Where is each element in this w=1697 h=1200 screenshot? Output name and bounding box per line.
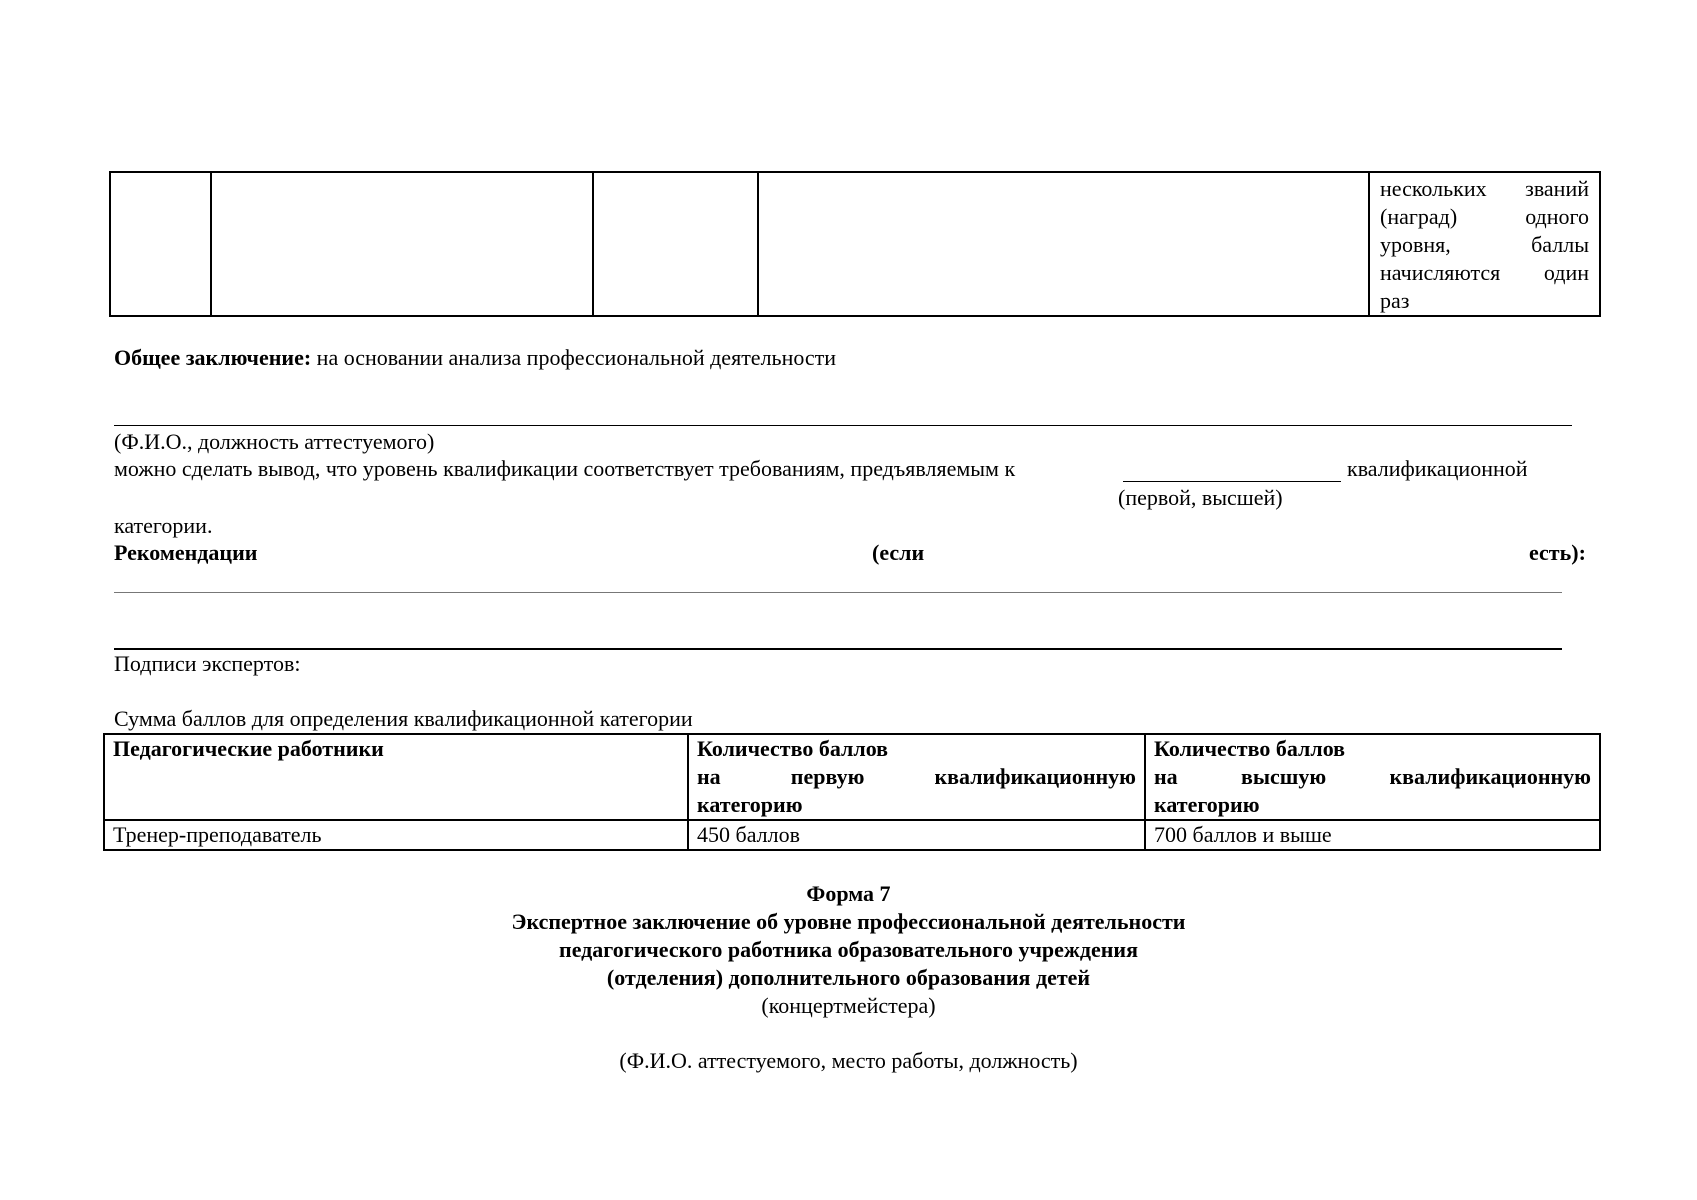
form-fio-caption: (Ф.И.О. аттестуемого, место работы, должность)	[619, 1048, 1078, 1073]
score-table-caption: Сумма баллов для определения квалификационной категории	[114, 706, 693, 731]
table-cell-note	[1369, 172, 1600, 316]
qualification-word: квалификационной	[1347, 456, 1528, 481]
header-highest-line2	[1154, 763, 1591, 791]
note-word: раз	[1380, 288, 1410, 313]
recommendations-word: есть):	[1529, 540, 1586, 565]
recommendations-line	[114, 592, 1562, 593]
table-row	[110, 172, 1600, 316]
cell-highest-category: 700 баллов и выше	[1145, 820, 1600, 850]
general-conclusion	[114, 344, 836, 372]
table-header-row	[104, 734, 1600, 820]
header-word: квалификационную	[1389, 764, 1591, 789]
table-cell	[211, 172, 593, 316]
note-word: нескольких	[1380, 176, 1487, 201]
recommendations-label: Рекомендации	[114, 540, 258, 565]
form-title-line: (отделения) дополнительного образования детей	[606, 965, 1091, 990]
criteria-table-continuation	[109, 171, 1601, 317]
note-line	[1380, 287, 1589, 315]
signatures-label: Подписи экспертов:	[114, 651, 301, 676]
table-cell	[758, 172, 1369, 316]
form-subtitle: (концертмейстера)	[761, 993, 936, 1018]
table-row	[104, 820, 1600, 850]
header-word: первую	[790, 764, 865, 789]
fio-underline	[114, 425, 1572, 426]
table-header-cell	[104, 734, 688, 820]
form-title-line: Экспертное заключение об уровне профессиональной деятельности	[511, 909, 1186, 934]
note-word: начисляются	[1380, 260, 1501, 285]
table-cell	[110, 172, 211, 316]
table-header-cell	[1145, 734, 1600, 820]
cell-role: Тренер-преподаватель	[104, 820, 688, 850]
form-number: Форма 7	[806, 881, 891, 906]
header-highest-line1: Количество баллов	[1154, 736, 1346, 761]
note-line	[1380, 203, 1589, 231]
note-line	[1380, 175, 1589, 203]
header-word: квалификационную	[934, 764, 1136, 789]
header-word: на	[697, 764, 721, 789]
note-word: (наград)	[1380, 204, 1458, 229]
recommendations-line	[114, 648, 1562, 650]
header-first-line1: Количество баллов	[697, 736, 889, 761]
recommendations-word: (если	[872, 540, 925, 565]
header-highest-line3: категорию	[1154, 792, 1260, 817]
conclusion-label: Общее заключение:	[114, 345, 312, 370]
note-line	[1380, 231, 1589, 259]
conclusion-statement: можно сделать вывод, что уровень квалификации соответствует требованиям, предъявляемым к	[114, 456, 1016, 481]
category-hint: (первой, высшей)	[1118, 485, 1283, 510]
note-word: баллы	[1531, 232, 1589, 257]
note-word: уровня,	[1380, 232, 1451, 257]
fio-caption: (Ф.И.О., должность аттестуемого)	[114, 429, 435, 454]
form-title-line: педагогического работника образовательного учреждения	[559, 937, 1138, 962]
table-cell	[593, 172, 758, 316]
conclusion-text: на основании анализа профессиональной деятельности	[311, 345, 837, 370]
header-word: высшую	[1240, 764, 1327, 789]
header-word: на	[1154, 764, 1178, 789]
category-word: категории.	[114, 513, 213, 538]
note-word: один	[1543, 260, 1589, 285]
score-table	[103, 733, 1601, 851]
header-staff: Педагогические работники	[113, 736, 384, 761]
note-line	[1380, 259, 1589, 287]
header-first-line2	[697, 763, 1136, 791]
note-word: званий	[1525, 176, 1589, 201]
note-word: одного	[1525, 204, 1589, 229]
category-underline	[1123, 481, 1341, 482]
cell-first-category: 450 баллов	[688, 820, 1145, 850]
table-header-cell	[688, 734, 1145, 820]
header-first-line3: категорию	[697, 792, 803, 817]
